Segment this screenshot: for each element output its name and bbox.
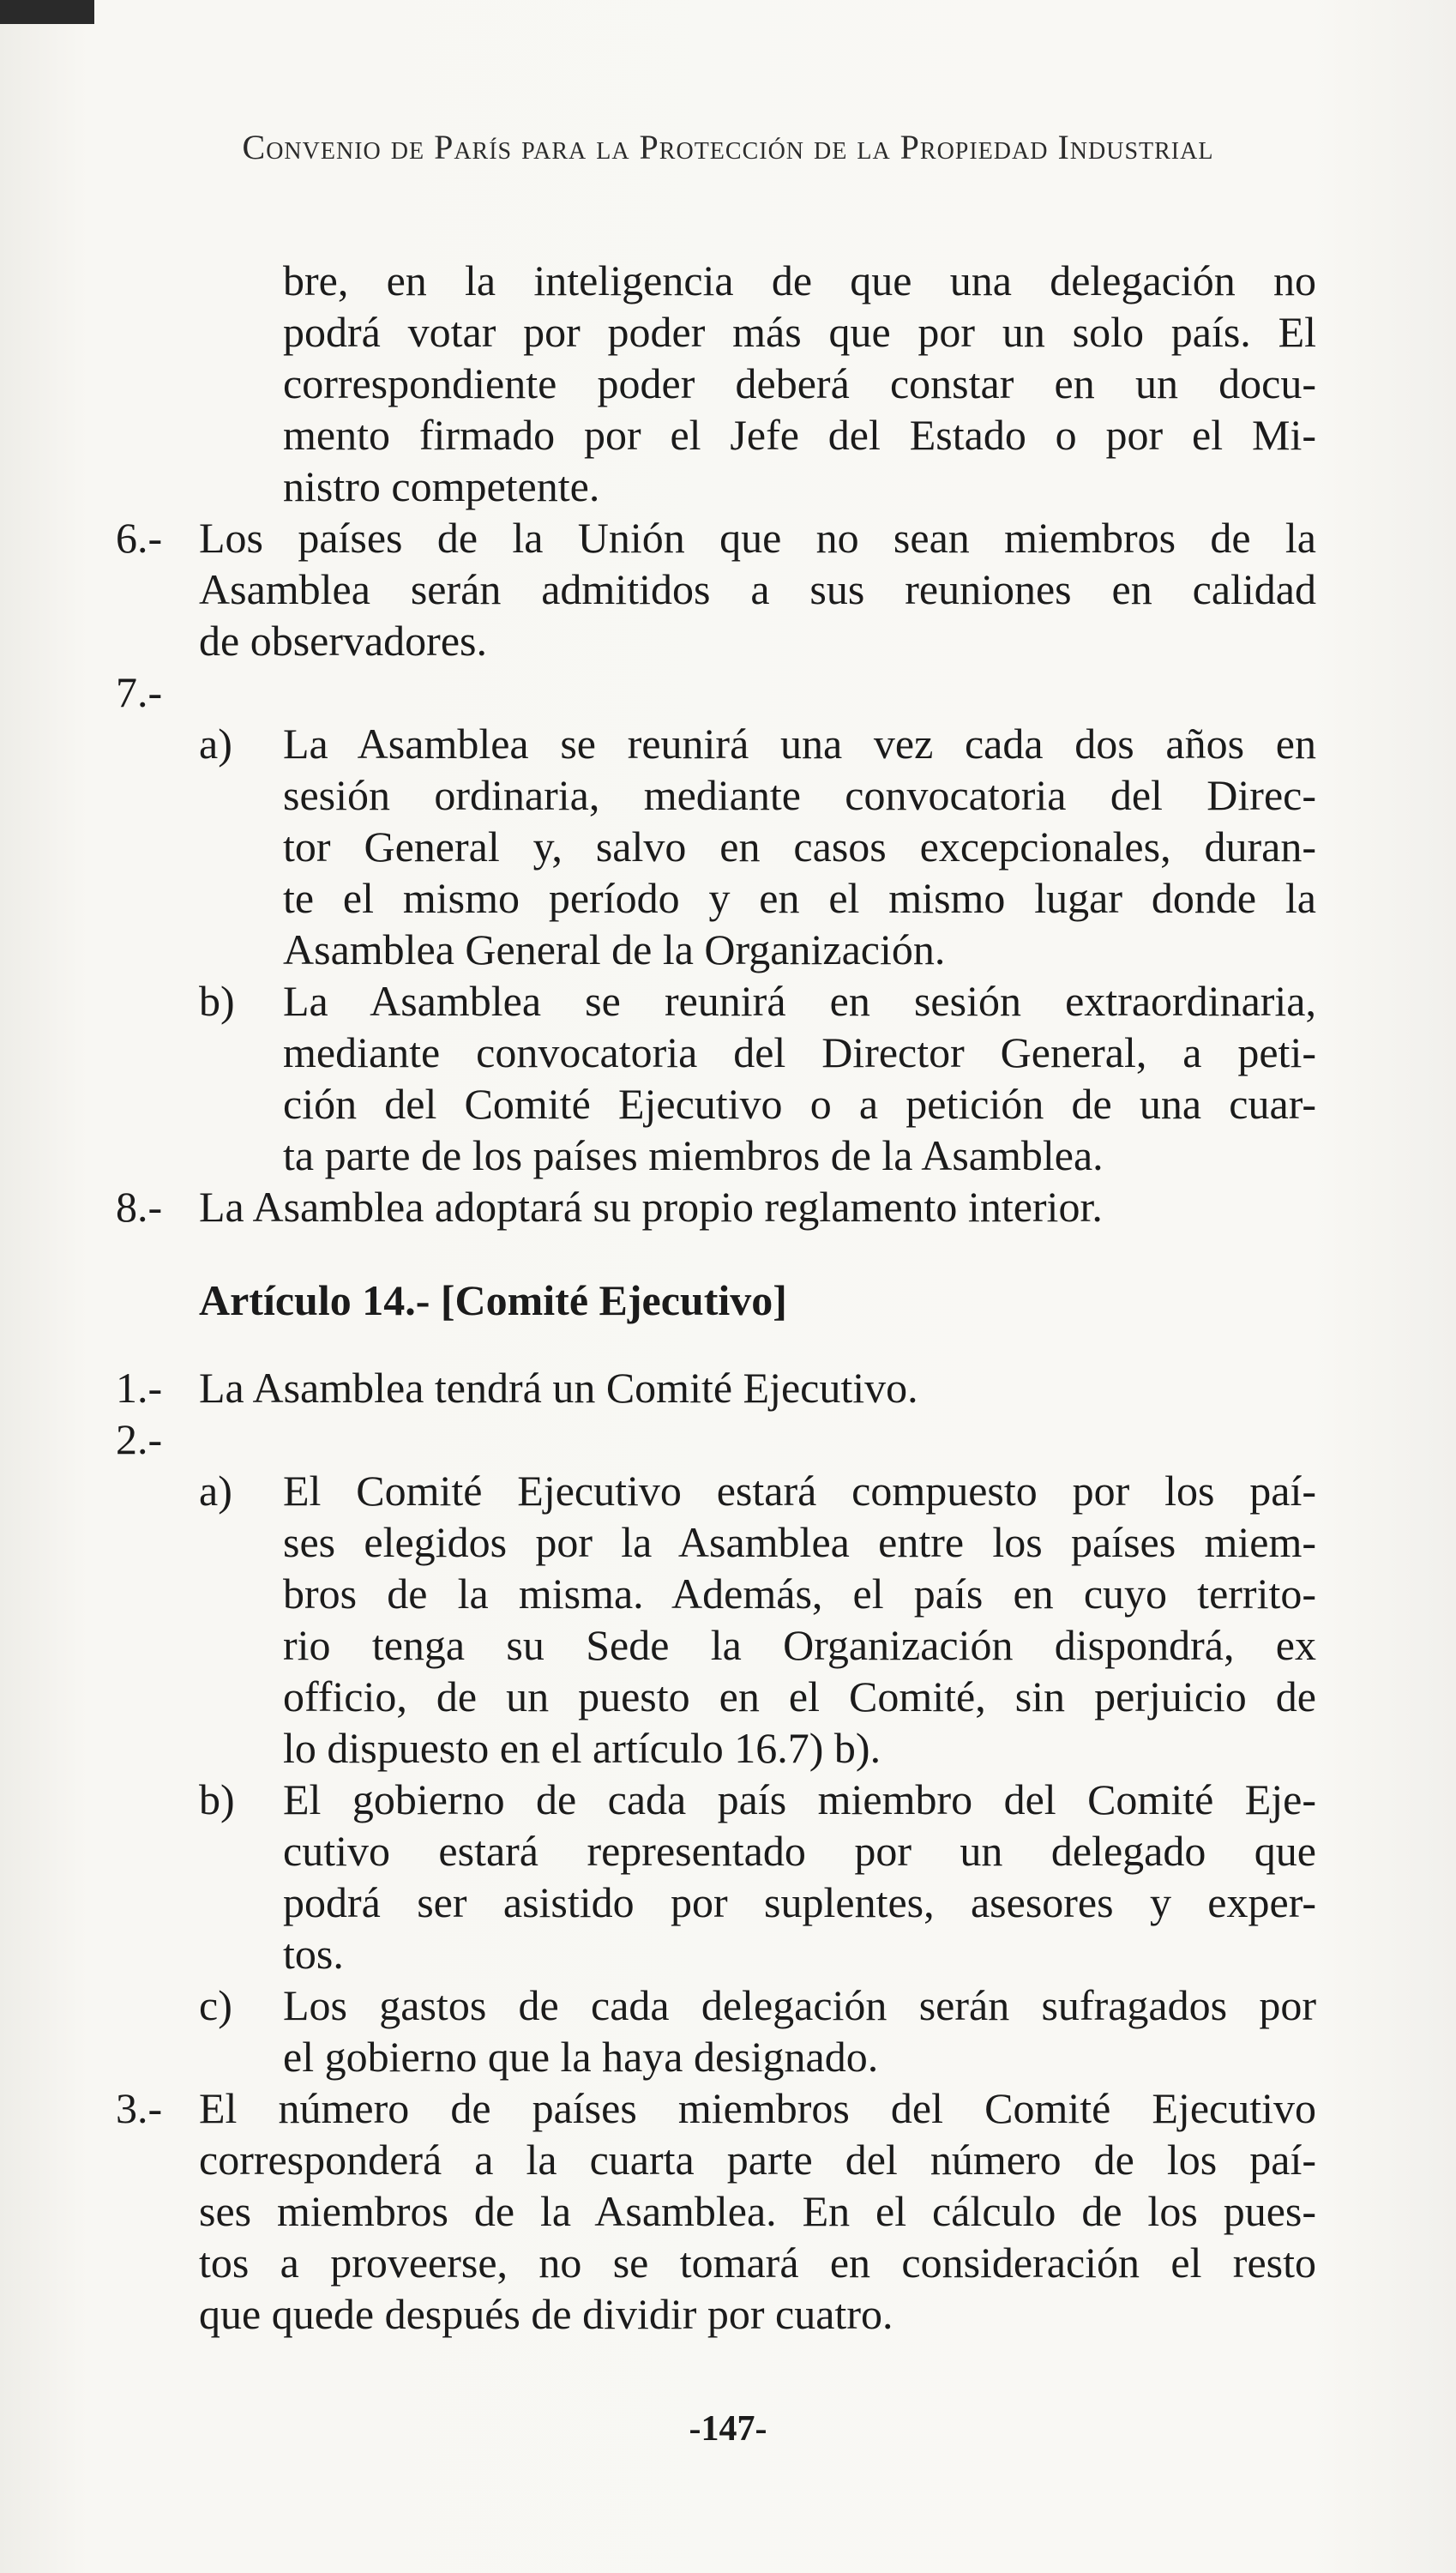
subparagraph-line: officio, de un puesto en el Comité, sin perjuicio de [283,1672,1316,1720]
continuation-line: podrá votar por poder más que por un solo país. El [283,308,1316,356]
subparagraph-line: te el mismo período y en el mismo lugar donde la [283,874,1316,922]
paragraph-number: 8.- [116,1183,163,1231]
subparagraph-label: b) [199,977,235,1025]
subparagraph-line: El gobierno de cada país miembro del Comité Eje- [283,1775,1316,1823]
paragraph-line: corresponderá a la cuarta parte del número de los paí- [199,2136,1316,2184]
subparagraph-line: mediante convocatoria del Director General, a peti- [283,1028,1316,1076]
article-heading: Artículo 14.- [Comité Ejecutivo] [199,1276,787,1324]
continuation-line: mento firmado por el Jefe del Estado o por el Mi- [283,411,1316,459]
paragraph-line: El número de países miembros del Comité Ejecutivo [199,2084,1316,2132]
paragraph-line: tos a proveerse, no se tomará en consideración el resto [199,2239,1316,2287]
subparagraph-line: el gobierno que la haya designado. [283,2033,879,2081]
paragraph-line: La Asamblea tendrá un Comité Ejecutivo. [199,1364,918,1412]
subparagraph-line: bros de la misma. Además, el país en cuyo territo- [283,1570,1316,1618]
subparagraph-line: ses elegidos por la Asamblea entre los países miem- [283,1518,1316,1566]
subparagraph-line: podrá ser asistido por suplentes, asesores y exper- [283,1878,1316,1926]
subparagraph-line: La Asamblea se reunirá una vez cada dos años en [283,720,1316,768]
subparagraph-line: sesión ordinaria, mediante convocatoria del Direc- [283,771,1316,819]
running-header: Convenio de París para la Protección de la Propiedad Industrial [242,128,1214,166]
continuation-line: nistro competente. [283,462,600,510]
continuation-line: correspondiente poder deberá constar en un docu- [283,359,1316,407]
paragraph-number: 1.- [116,1364,163,1412]
paragraph-line: que quede después de dividir por cuatro. [199,2290,893,2338]
subparagraph-line: rio tenga su Sede la Organización dispondrá, ex [283,1621,1316,1669]
subparagraph-line: ción del Comité Ejecutivo o a petición de una cuar- [283,1080,1316,1128]
paragraph-line: de observadores. [199,617,487,665]
subparagraph-label: c) [199,1981,232,2029]
subparagraph-line: El Comité Ejecutivo estará compuesto por los paí- [283,1467,1316,1515]
paragraph-line: ses miembros de la Asamblea. En el cálculo de los pues- [199,2187,1316,2235]
subparagraph-line: Los gastos de cada delegación serán sufragados por [283,1981,1316,2029]
subparagraph-label: b) [199,1775,235,1823]
subparagraph-label: a) [199,1467,232,1515]
paragraph-number: 2.- [116,1415,163,1463]
subparagraph-line: ta parte de los países miembros de la Asamblea. [283,1131,1104,1179]
scan-corner-mark [0,0,94,24]
subparagraph-label: a) [199,720,232,768]
subparagraph-line: Asamblea General de la Organización. [283,925,946,973]
subparagraph-line: tor General y, salvo en casos excepcionales, duran- [283,823,1316,871]
paragraph-line: Asamblea serán admitidos a sus reuniones en calidad [199,565,1316,613]
paragraph-number: 7.- [116,668,163,716]
subparagraph-line: lo dispuesto en el artículo 16.7) b). [283,1724,881,1772]
paragraph-number: 3.- [116,2084,163,2132]
page-number: -147- [689,2409,767,2449]
subparagraph-line: tos. [283,1930,344,1978]
continuation-line: bre, en la inteligencia de que una delegación no [283,256,1316,304]
paragraph-line: Los países de la Unión que no sean miembros de la [199,514,1316,562]
paragraph-line: La Asamblea adoptará su propio reglamento interior. [199,1183,1103,1231]
paragraph-number: 6.- [116,514,163,562]
subparagraph-line: La Asamblea se reunirá en sesión extraordinaria, [283,977,1316,1025]
subparagraph-line: cutivo estará representado por un delegado que [283,1827,1316,1875]
